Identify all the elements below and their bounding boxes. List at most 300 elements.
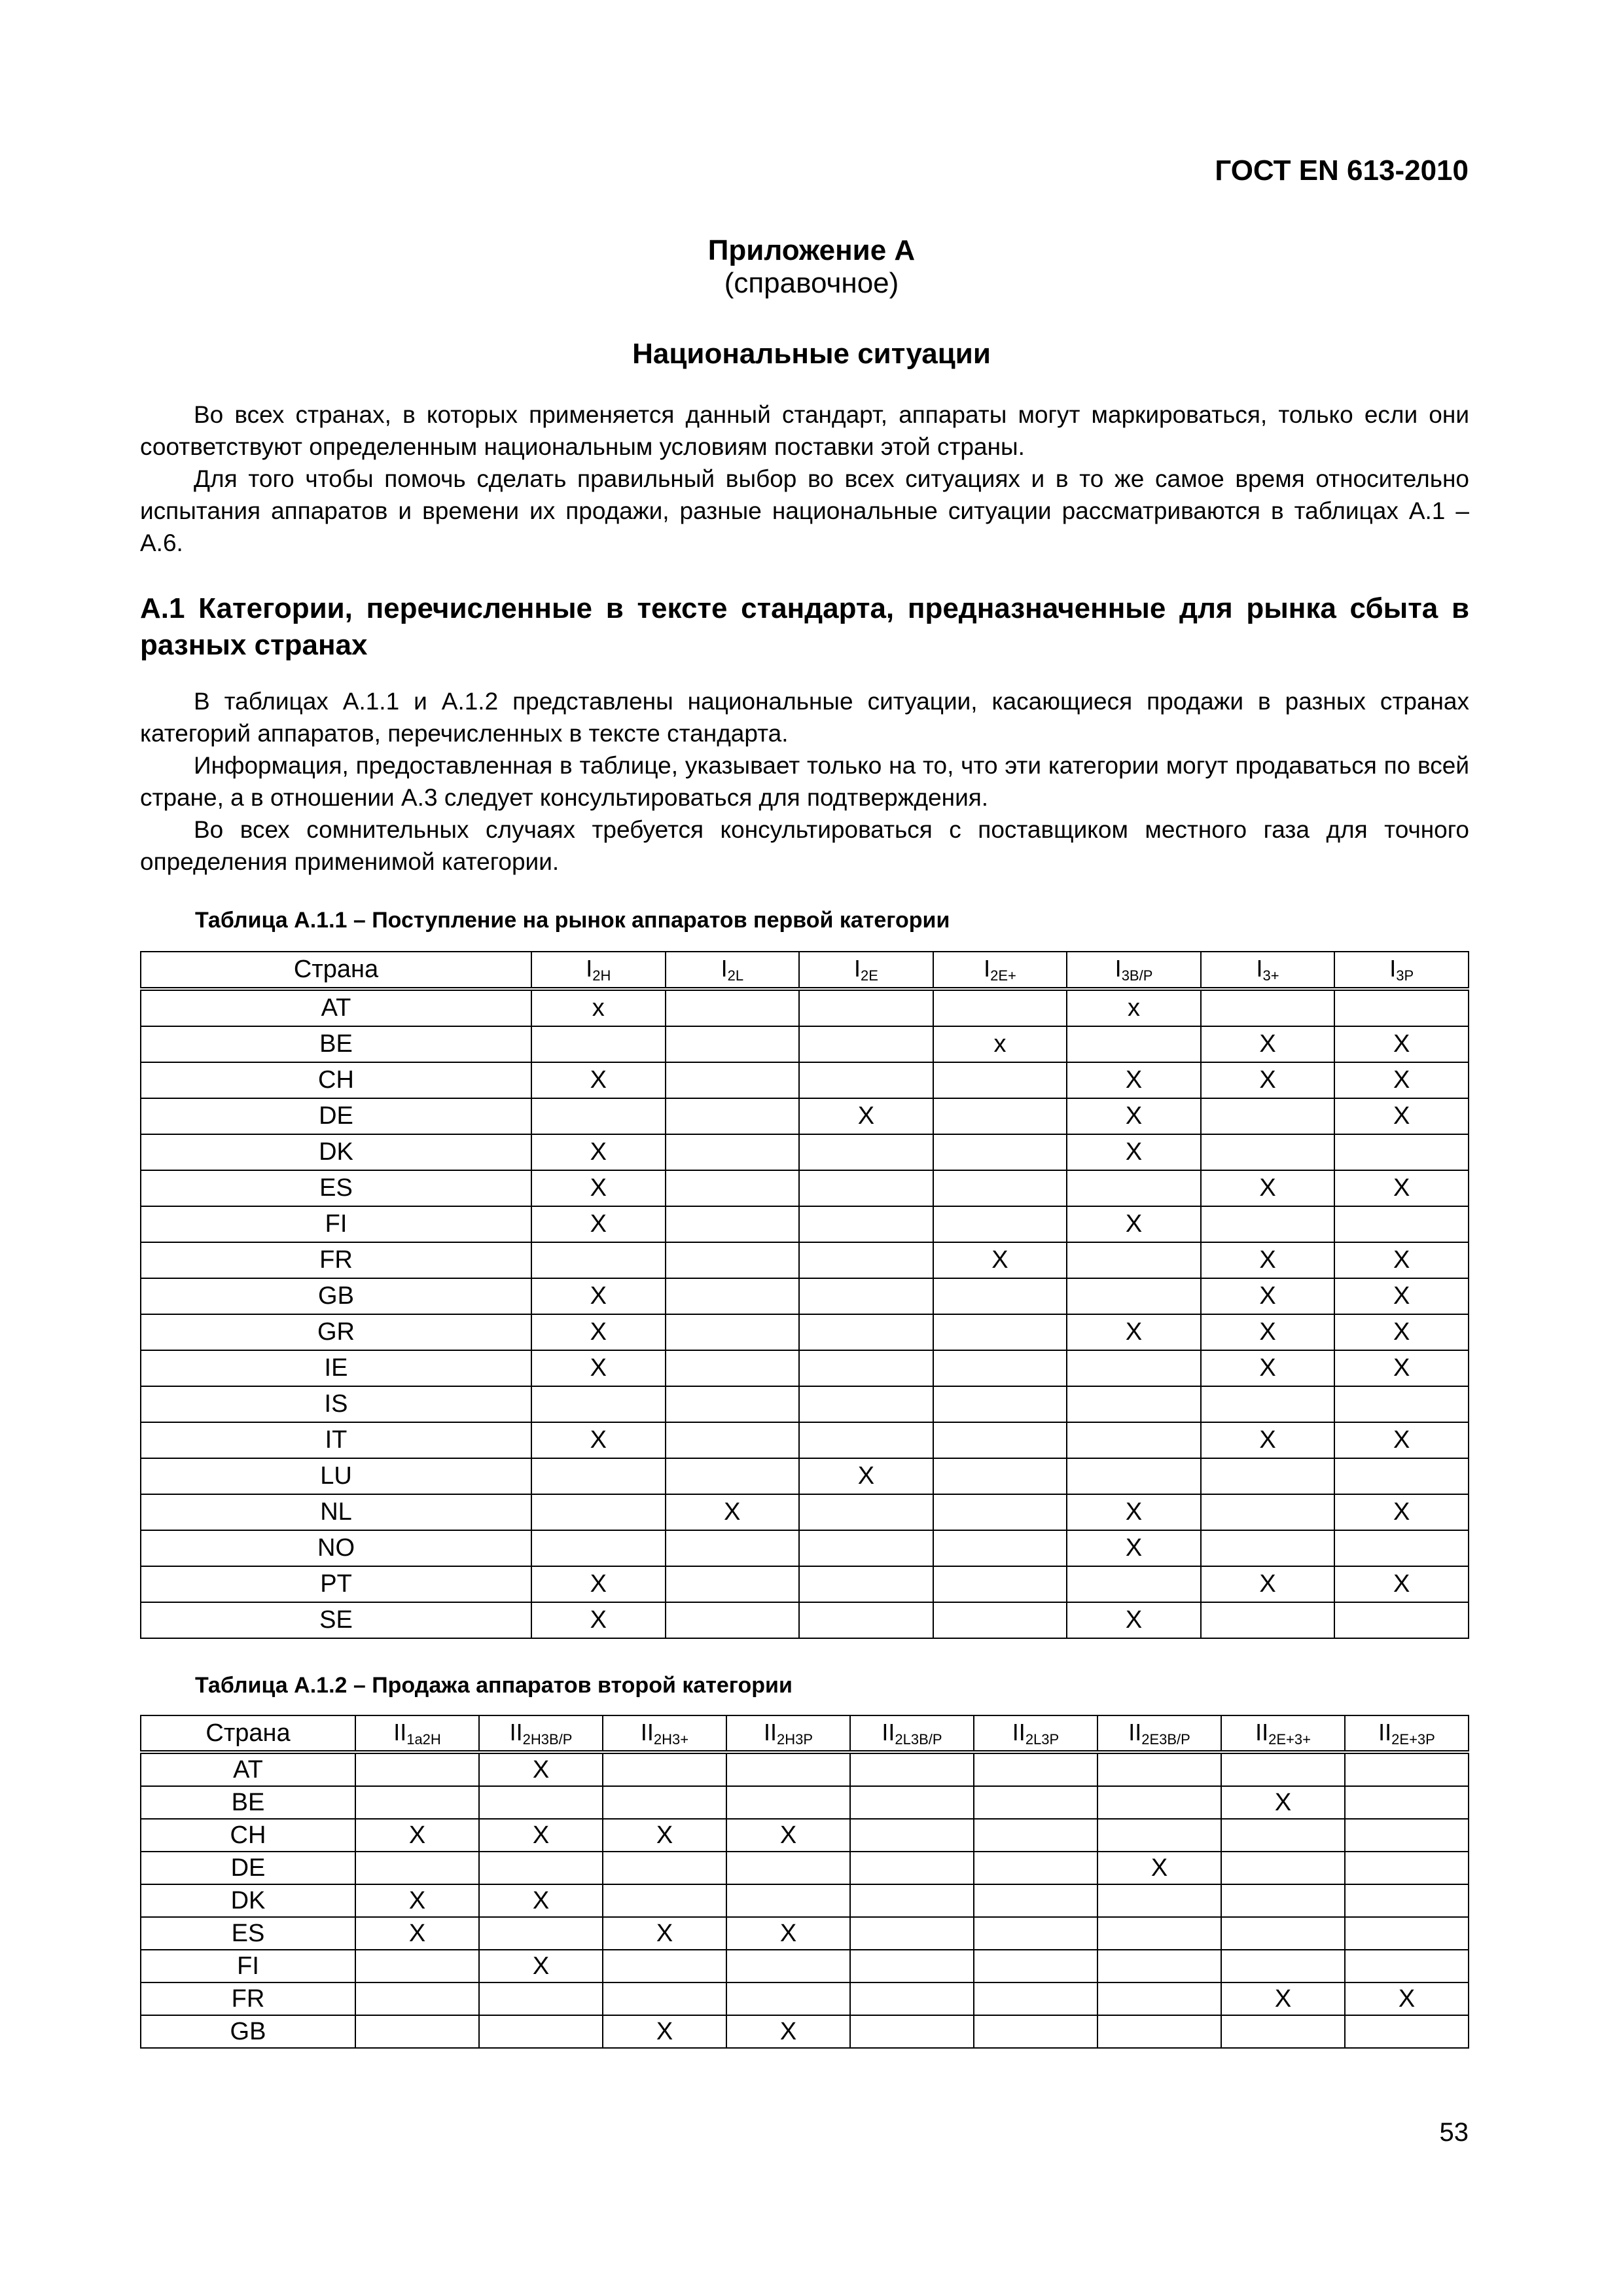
table-row [141,1386,1469,1422]
category-header [479,1715,603,1752]
category-base: II [640,1718,654,1746]
mark-cell [1345,2015,1469,2048]
mark-cell: X [479,1819,603,1852]
mark-cell [603,1982,726,2015]
category-header [666,952,800,989]
mark-cell [531,1530,666,1566]
category-header [1334,952,1469,989]
mark-cell [1097,1752,1221,1786]
page-number: 53 [1439,2118,1469,2147]
category-header [1097,1715,1221,1752]
mark-cell [726,1950,850,1982]
mark-cell: X [726,2015,850,2048]
mark-cell: X [1201,1170,1335,1206]
mark-cell: X [1201,1566,1335,1602]
mark-cell [933,1602,1067,1638]
mark-cell: X [479,1752,603,1786]
mark-cell [479,1917,603,1950]
mark-cell: X [1334,1170,1469,1206]
table-row [141,1530,1469,1566]
mark-cell: X [933,1242,1067,1278]
mark-cell [1067,1278,1201,1314]
mark-cell [531,1026,666,1062]
mark-cell [1345,1819,1469,1852]
category-header [355,1715,479,1752]
country-cell: IT [141,1422,531,1458]
category-subscript: 2E+3+ [1268,1731,1311,1748]
mark-cell: X [666,1494,800,1530]
category-subscript: 2L3B/P [895,1731,942,1748]
mark-cell [1201,1386,1335,1422]
mark-cell [355,2015,479,2048]
table-row [141,1494,1469,1530]
mark-cell: X [1221,1786,1345,1819]
mark-cell: X [1334,1350,1469,1386]
mark-cell [1345,1852,1469,1884]
table-2-caption: Таблица А.1.2 – Продажа аппаратов второй категории [195,1673,793,1698]
mark-cell: X [1334,1026,1469,1062]
mark-cell: X [1097,1852,1221,1884]
mark-cell [933,1566,1067,1602]
mark-cell [479,1786,603,1819]
country-cell: CH [141,1062,531,1098]
mark-cell [1221,1950,1345,1982]
country-cell: GB [141,2015,355,2048]
mark-cell [799,1494,933,1530]
mark-cell: X [531,1134,666,1170]
mark-cell: X [1334,1278,1469,1314]
mark-cell: X [1201,1242,1335,1278]
country-cell: BE [141,1026,531,1062]
country-cell: IE [141,1350,531,1386]
mark-cell [933,1098,1067,1134]
mark-cell [1201,1458,1335,1494]
mark-cell [355,1982,479,2015]
mark-cell [850,1982,974,2015]
mark-cell [726,1852,850,1884]
mark-cell: X [531,1566,666,1602]
mark-cell: x [531,989,666,1026]
mark-cell [726,1786,850,1819]
country-header: Страна [141,1715,355,1752]
mark-cell [531,1242,666,1278]
mark-cell [666,1026,800,1062]
table-2 [140,1715,1469,2049]
mark-cell [850,1786,974,1819]
mark-cell: X [603,1917,726,1950]
country-cell: CH [141,1819,355,1852]
category-subscript: 2E+3P [1391,1731,1435,1748]
country-cell: AT [141,1752,355,1786]
mark-cell [666,1530,800,1566]
mark-cell [799,989,933,1026]
mark-cell [1067,1458,1201,1494]
mark-cell [933,1458,1067,1494]
mark-cell [666,1062,800,1098]
mark-cell [666,1098,800,1134]
mark-cell: X [1067,1494,1201,1530]
category-base: II [1378,1718,1392,1746]
mark-cell: X [531,1062,666,1098]
mark-cell: X [479,1884,603,1917]
mark-cell [603,1852,726,1884]
country-cell: ES [141,1170,531,1206]
category-base: II [509,1718,523,1746]
table-row [141,1062,1469,1098]
country-cell: DK [141,1884,355,1917]
country-cell: DE [141,1852,355,1884]
mark-cell [1097,2015,1221,2048]
category-header [1345,1715,1469,1752]
country-cell: GR [141,1314,531,1350]
mark-cell [933,1422,1067,1458]
mark-cell [799,1602,933,1638]
mark-cell: X [799,1098,933,1134]
mark-cell [799,1278,933,1314]
mark-cell [799,1350,933,1386]
mark-cell [1201,1530,1335,1566]
mark-cell [666,1170,800,1206]
category-subscript: 2H [592,967,611,984]
mark-cell [1221,1884,1345,1917]
mark-cell [1345,1950,1469,1982]
country-cell: FR [141,1982,355,2015]
mark-cell [355,1786,479,1819]
mark-cell [850,1752,974,1786]
mark-cell [799,1170,933,1206]
mark-cell [1334,1458,1469,1494]
mark-cell [933,1530,1067,1566]
mark-cell [1097,1917,1221,1950]
mark-cell [666,1242,800,1278]
mark-cell: X [531,1314,666,1350]
category-base: I [1389,955,1397,982]
mark-cell [1067,1350,1201,1386]
mark-cell: X [1201,1422,1335,1458]
category-base: II [1255,1718,1269,1746]
category-header [974,1715,1097,1752]
country-header: Страна [141,952,531,989]
mark-cell [1097,1950,1221,1982]
mark-cell [933,1278,1067,1314]
mark-cell: X [1334,1566,1469,1602]
mark-cell: X [531,1422,666,1458]
mark-cell: X [1067,1530,1201,1566]
mark-cell [1201,1602,1335,1638]
mark-cell [726,1982,850,2015]
mark-cell [850,1917,974,1950]
intro-paragraph-2: Для того чтобы помочь сделать правильный выбор во всех ситуациях и в то же самое время относительно испытания аппаратов и времени их продажи, разные национальные ситуации рассматриваются в таблицах А.1 – А.6. [140,465,1469,556]
category-subscript: 2E+ [990,967,1016,984]
country-cell: NO [141,1530,531,1566]
table-row [141,2015,1469,2048]
mark-cell [1334,1206,1469,1242]
category-header [603,1715,726,1752]
mark-cell: X [1334,1314,1469,1350]
category-header [850,1715,974,1752]
mark-cell: X [726,1819,850,1852]
mark-cell [479,1852,603,1884]
category-subscript: 3B/P [1121,967,1153,984]
mark-cell [850,1884,974,1917]
mark-cell [479,1982,603,2015]
mark-cell: X [799,1458,933,1494]
mark-cell: X [1345,1982,1469,2015]
category-header [531,952,666,989]
mark-cell [1067,1170,1201,1206]
mark-cell [933,1386,1067,1422]
mark-cell: X [603,2015,726,2048]
mark-cell: X [531,1350,666,1386]
mark-cell [1067,1422,1201,1458]
mark-cell [974,1917,1097,1950]
mark-cell [933,1062,1067,1098]
mark-cell [799,1530,933,1566]
table-header-row [141,1715,1469,1752]
mark-cell: X [355,1917,479,1950]
mark-cell [666,1350,800,1386]
category-base: I [984,955,991,982]
category-header [1067,952,1201,989]
category-base: II [1128,1718,1142,1746]
table-row [141,1422,1469,1458]
mark-cell [666,1314,800,1350]
category-subscript: 1a2H [406,1731,441,1748]
mark-cell [726,1752,850,1786]
mark-cell: X [1201,1314,1335,1350]
table-1-caption: Таблица А.1.1 – Поступление на рынок аппаратов первой категории [195,908,950,933]
mark-cell: X [1334,1098,1469,1134]
table-row [141,1852,1469,1884]
mark-cell: X [531,1278,666,1314]
mark-cell [1067,1386,1201,1422]
country-cell: FI [141,1206,531,1242]
category-header [933,952,1067,989]
mark-cell [799,1314,933,1350]
mark-cell [603,1786,726,1819]
table-row [141,1026,1469,1062]
mark-cell [666,1602,800,1638]
category-header [1221,1715,1345,1752]
mark-cell [1345,1917,1469,1950]
appendix-title: Приложение А [707,234,916,266]
mark-cell [1201,1134,1335,1170]
table-row [141,989,1469,1026]
mark-cell [726,1884,850,1917]
mark-cell: X [531,1170,666,1206]
table-row [141,1950,1469,1982]
table-row [141,1242,1469,1278]
mark-cell: X [1334,1242,1469,1278]
mark-cell: X [1067,1062,1201,1098]
mark-cell: X [479,1950,603,1982]
table-row [141,1917,1469,1950]
mark-cell [531,1386,666,1422]
mark-cell [1067,1566,1201,1602]
mark-cell: X [603,1819,726,1852]
mark-cell [666,1422,800,1458]
mark-cell: x [933,1026,1067,1062]
mark-cell [1345,1786,1469,1819]
mark-cell [531,1098,666,1134]
mark-cell: X [531,1602,666,1638]
country-cell: DK [141,1134,531,1170]
country-cell: IS [141,1386,531,1422]
category-base: I [1256,955,1263,982]
mark-cell [355,1752,479,1786]
mark-cell [1097,1819,1221,1852]
category-base: I [1115,955,1122,982]
mark-cell: X [1067,1602,1201,1638]
category-base: II [763,1718,777,1746]
appendix-subtitle: (справочное) [724,267,899,299]
mark-cell [666,1134,800,1170]
mark-cell [974,1852,1097,1884]
mark-cell: X [531,1206,666,1242]
category-base: II [882,1718,895,1746]
country-cell: FR [141,1242,531,1278]
table-row [141,1134,1469,1170]
category-base: I [586,955,593,982]
mark-cell [850,1819,974,1852]
category-subscript: 3+ [1262,967,1279,984]
mark-cell [355,1852,479,1884]
mark-cell [666,989,800,1026]
mark-cell [479,2015,603,2048]
country-cell: FI [141,1950,355,1982]
mark-cell [666,1458,800,1494]
mark-cell [603,1752,726,1786]
category-base: I [853,955,861,982]
mark-cell [1334,1134,1469,1170]
mark-cell [974,1819,1097,1852]
table-row [141,1884,1469,1917]
section-a1-heading: А.1 Категории, перечисленные в тексте стандарта, предназначенные для рынка сбыта в разных странах [140,592,1469,661]
mark-cell [531,1494,666,1530]
table-row [141,1602,1469,1638]
mark-cell [666,1278,800,1314]
mark-cell: X [1067,1314,1201,1350]
mark-cell [974,1752,1097,1786]
mark-cell [1221,1819,1345,1852]
mark-cell [1097,1884,1221,1917]
category-subscript: 2H3B/P [522,1731,573,1748]
category-subscript: 2L [727,967,744,984]
table-row [141,1170,1469,1206]
mark-cell [1097,1786,1221,1819]
country-cell: GB [141,1278,531,1314]
mark-cell [1345,1884,1469,1917]
mark-cell [933,1494,1067,1530]
table-row [141,1786,1469,1819]
mark-cell: X [1201,1278,1335,1314]
country-cell: LU [141,1458,531,1494]
mark-cell [531,1458,666,1494]
table-row [141,1206,1469,1242]
mark-cell [666,1206,800,1242]
mark-cell [799,1206,933,1242]
mark-cell [355,1950,479,1982]
mark-cell [1221,1752,1345,1786]
table-row [141,1458,1469,1494]
mark-cell: X [1221,1982,1345,2015]
mark-cell [799,1386,933,1422]
table-row [141,1982,1469,2015]
mark-cell [666,1386,800,1422]
mark-cell [1334,1602,1469,1638]
mark-cell [974,1884,1097,1917]
category-subscript: 2E [860,967,878,984]
mark-cell [1067,1242,1201,1278]
mark-cell [1201,989,1335,1026]
table-row [141,1314,1469,1350]
mark-cell [603,1884,726,1917]
mark-cell [974,1950,1097,1982]
mark-cell [1201,1494,1335,1530]
mark-cell: X [1334,1422,1469,1458]
mark-cell [666,1566,800,1602]
category-header [1201,952,1335,989]
mark-cell: X [1067,1134,1201,1170]
mark-cell [799,1422,933,1458]
country-cell: DE [141,1098,531,1134]
mark-cell: X [1201,1350,1335,1386]
mark-cell [1345,1752,1469,1786]
mark-cell [974,2015,1097,2048]
mark-cell [850,2015,974,2048]
mark-cell [933,1350,1067,1386]
table-header-row [141,952,1469,989]
category-header [799,952,933,989]
mark-cell [933,1134,1067,1170]
mark-cell [1334,1530,1469,1566]
table-row [141,1566,1469,1602]
country-cell: SE [141,1602,531,1638]
category-subscript: 2H3+ [653,1731,689,1748]
table-row [141,1098,1469,1134]
mark-cell [933,989,1067,1026]
mark-cell: X [726,1917,850,1950]
mark-cell: X [1201,1026,1335,1062]
mark-cell: x [1067,989,1201,1026]
mark-cell [974,1982,1097,2015]
category-base: I [721,955,728,982]
category-subscript: 3P [1396,967,1414,984]
country-cell: BE [141,1786,355,1819]
table-row [141,1278,1469,1314]
table-row [141,1350,1469,1386]
mark-cell: X [355,1884,479,1917]
table-1 [140,951,1469,1639]
category-header [726,1715,850,1752]
category-base: II [393,1718,407,1746]
country-cell: AT [141,989,531,1026]
document-code: ГОСТ EN 613-2010 [1215,154,1469,187]
mark-cell [1201,1098,1335,1134]
mark-cell [799,1062,933,1098]
mark-cell [1221,2015,1345,2048]
mark-cell [933,1314,1067,1350]
mark-cell [1067,1026,1201,1062]
section-a1-paragraph-3: Во всех сомнительных случаях требуется консультироваться с поставщиком местного газа для точного определения применимой категории. [140,816,1469,875]
intro-paragraph-1: Во всех странах, в которых применяется данный стандарт, аппараты могут маркироваться, только если они соответствуют определенным национальным условиям поставки этой страны. [140,401,1469,460]
mark-cell [1097,1982,1221,2015]
mark-cell [799,1566,933,1602]
mark-cell: X [355,1819,479,1852]
mark-cell [850,1852,974,1884]
category-base: II [1012,1718,1026,1746]
section-a1-paragraph-1: В таблицах А.1.1 и А.1.2 представлены национальные ситуации, касающиеся продажи в разных странах категорий аппаратов, перечисленных в тексте стандарта. [140,688,1469,747]
